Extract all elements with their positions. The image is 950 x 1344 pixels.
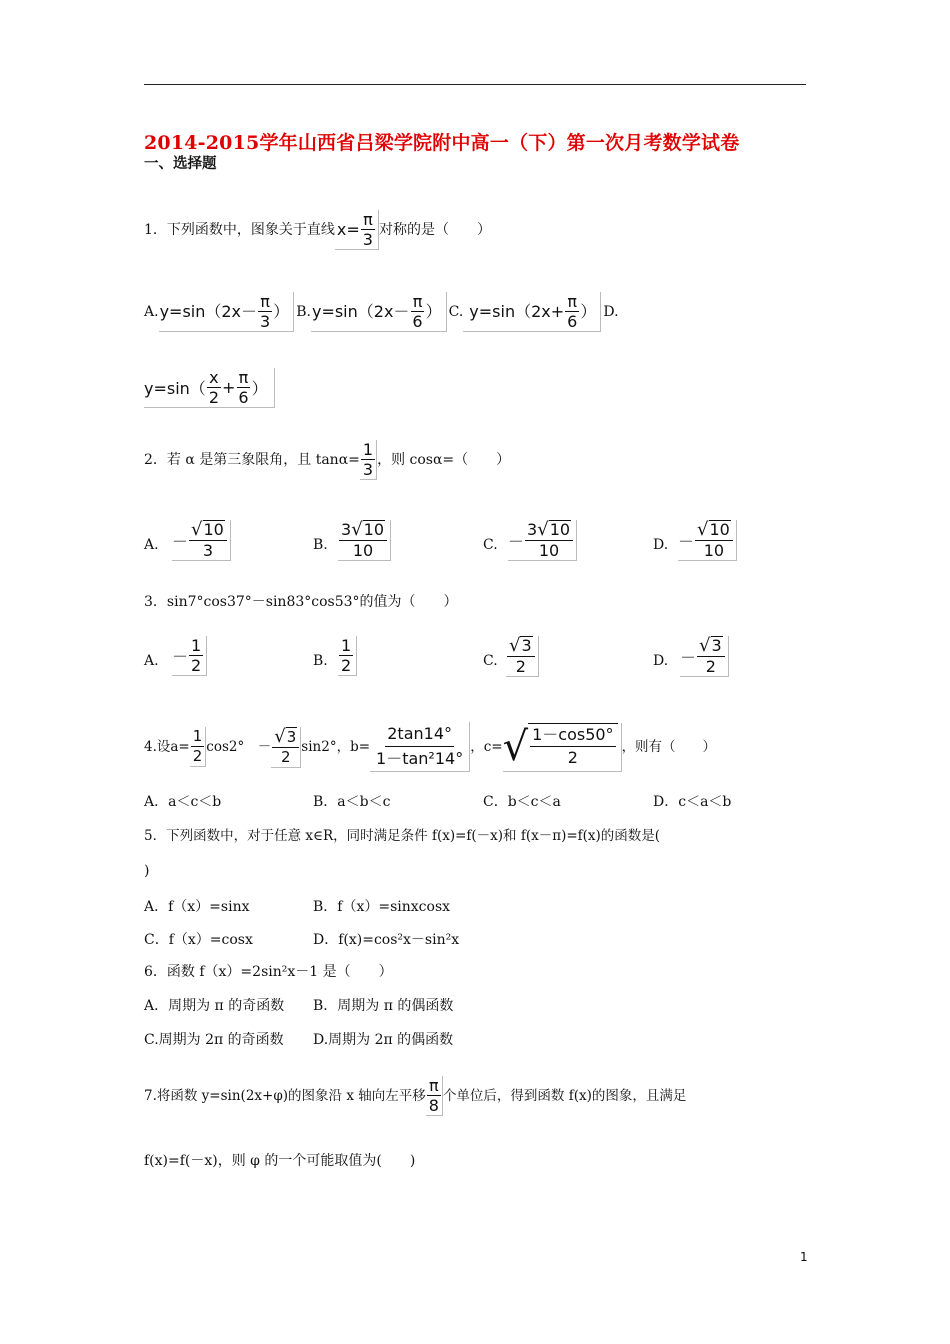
question-2-stem: 2．若 α 是第三象限角，且 tanα= $\frac{1}{3}$ ，则 cosα=（ ）: [144, 440, 511, 479]
question-3-option-a-label: A.: [144, 653, 159, 669]
question-5-option-b: B．f（x）=sinxcosx: [313, 899, 451, 915]
question-3-option-b-label: B.: [313, 653, 328, 669]
question-4-option-b: B．a＜b＜c: [313, 794, 391, 810]
question-2-option-b-label: B.: [313, 537, 328, 553]
question-3-option-b-formula: $\frac{1}{2}$: [338, 636, 357, 676]
question-4-option-d: D．c＜a＜b: [653, 794, 732, 810]
question-7-stem-line2: f(x)=f(－x)，则 φ 的一个可能取值为( ): [144, 1153, 416, 1169]
section-heading: 一、选择题: [144, 155, 217, 172]
question-3-option-d-label: D.: [653, 653, 669, 669]
question-3-option-c-formula: √ 3 2: [506, 636, 539, 677]
option-b-formula: y=sin（2x－ $\frac{\pi}{6}$ ）: [311, 292, 447, 332]
question-2-option-d-formula: － √ 10 10: [678, 520, 737, 561]
question-5-option-c: C．f（x）=cosx: [144, 932, 253, 948]
question-4-option-a: A．a＜c＜b: [144, 794, 222, 810]
question-3-stem: 3．sin7°cos37°－sin83°cos53°的值为（ ）: [144, 594, 458, 610]
question-6-stem: 6．函数 f（x）=2sin²x－1 是（ ）: [144, 964, 393, 980]
question-4-stem: 4.设a= $\frac{1}{2}$ cos2° － √ 3 2 sin2°，b= $\frac{2\tan 14^\circ}{\text{1－tan²14°}}$ ，c= √ $\frac{1-\cos 50^\circ}{2}$ ，则有（ ）: [144, 722, 716, 772]
header-rule: [144, 84, 806, 85]
option-c-formula: y=sin（2x+ $\frac{\pi}{6}$ ）: [463, 292, 601, 332]
question-4-c-formula: √ $\frac{1-\cos 50^\circ}{2}$: [503, 723, 622, 772]
question-5-stem-line1: 5．下列函数中，对于任意 x∈R，同时满足条件 f(x)=f(－x)和 f(x－π)=f(x)的函数是(: [144, 828, 661, 844]
question-6-option-b: B．周期为 π 的偶函数: [313, 998, 454, 1014]
question-4-b-formula: $\frac{2\tan 14^\circ}{\text{1－tan²14°}}$: [370, 722, 470, 772]
question-1-formula: x= $\frac{\pi}{3}$: [335, 210, 379, 250]
option-a-formula: y=sin（2x－ $\frac{\pi}{3}$ ）: [159, 292, 295, 332]
question-2-option-c-formula: － 3 √ 10 10: [508, 520, 577, 561]
question-7-stem: 7.将函数 y=sin(2x+φ)的图象沿 x 轴向左平移 $\frac{\pi}{8}$ 个单位后，得到函数 f(x)的图象，且满足: [144, 1076, 687, 1115]
question-2-option-c-label: C.: [483, 537, 498, 553]
question-3-option-d-formula: － √ 3 2: [680, 636, 729, 677]
option-d-formula: y=sin（ $\frac{x}{2}$ + $\frac{\pi}{6}$ ）: [144, 368, 275, 408]
page-number: 1: [800, 1250, 808, 1264]
question-2-option-a-label: A.: [144, 537, 159, 553]
question-5-option-d: D．f(x)=cos²x－sin²x: [313, 932, 460, 948]
question-6-option-d: D.周期为 2π 的偶函数: [313, 1032, 454, 1048]
question-5-option-a: A．f（x）=sinx: [144, 899, 250, 915]
question-1-options: A. y=sin（2x－ $\frac{\pi}{3}$ ） B. y=sin（2x－ $\frac{\pi}{6}$ ） C. y=sin（2x+ $\frac{\pi}{6}$ ） D.: [144, 292, 619, 331]
question-1-stem: 1．下列函数中，图象关于直线 x= $\frac{\pi}{3}$ 对称的是（ ）: [144, 210, 491, 249]
question-3-option-a-formula: － $\frac{1}{2}$: [172, 636, 207, 676]
question-2-option-b-formula: 3 √ 10 10: [338, 520, 391, 561]
question-2-option-a-formula: － √ 10 3: [172, 520, 231, 561]
page-title: 2014-2015学年山西省吕梁学院附中高一（下）第一次月考数学试卷: [144, 132, 740, 154]
question-6-option-a: A．周期为 π 的奇函数: [144, 998, 285, 1014]
question-4-option-c: C．b＜c＜a: [483, 794, 561, 810]
question-2-option-d-label: D.: [653, 537, 669, 553]
question-3-option-c-label: C.: [483, 653, 498, 669]
question-6-option-c: C.周期为 2π 的奇函数: [144, 1032, 284, 1048]
question-5-stem-line2: ): [144, 863, 150, 879]
